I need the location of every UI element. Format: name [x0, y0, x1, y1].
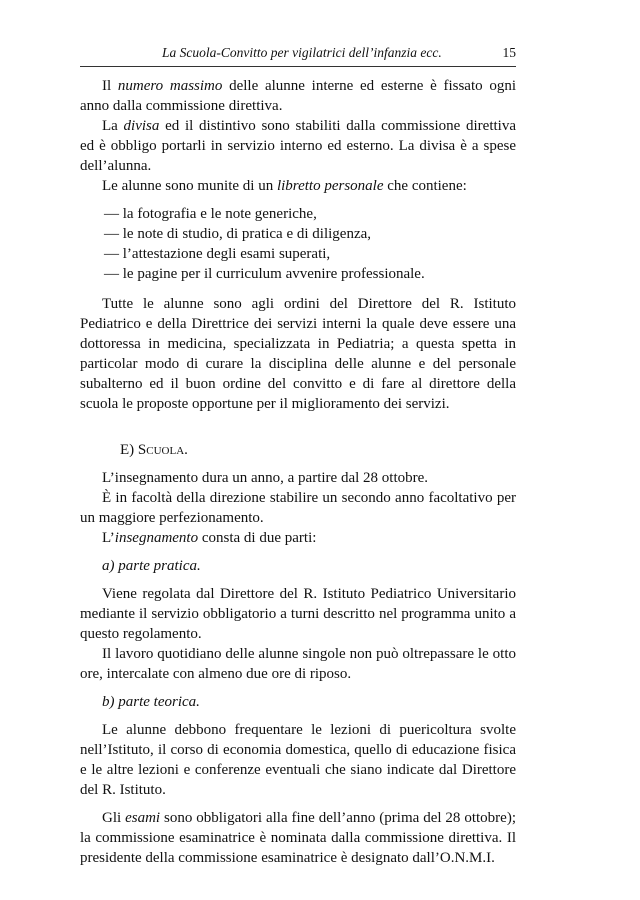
section-heading: E) Scuola.: [120, 442, 188, 458]
paragraph-direttore: Tutte le alunne sono agli ordini del Direttore del R. Istituto Pediatrico e della Direttrice dei servizi interni la quale deve essere una dottoressa in medicina, specializzata in Pediatria; a questa spetta in particolar modo di curare la disciplina delle alunne e del personale subalterno ed il buon ordine del convitto e di fare al direttore della scuola le proposte opportune per il miglioramento dei servizi.: [80, 296, 516, 412]
page-number: 15: [502, 45, 516, 60]
running-title: La Scuola-Convitto per vigilatrici dell’infanzia ecc.: [162, 45, 442, 60]
paragraph-lavoro: Il lavoro quotidiano delle alunne singole non può oltrepassare le otto ore, intercalate con almeno due ore di riposo.: [80, 646, 516, 682]
list-item: — la fotografia e le note generiche,: [104, 206, 317, 222]
list-item: — l’attestazione degli esami superati,: [104, 246, 331, 262]
subheading-parte-pratica: a) parte pratica.: [102, 558, 201, 574]
body-text: [80, 76, 516, 868]
subheading-parte-teorica: b) parte teorica.: [102, 694, 200, 710]
paragraph-libretto: Le alunne sono munite di un libretto personale che contiene:: [102, 178, 467, 194]
paragraph-secondo-anno: È in facoltà della direzione stabilire un secondo anno facoltativo per un maggiore perfezionamento.: [80, 490, 516, 526]
header-rule: [80, 66, 516, 67]
list-item: — le pagine per il curriculum avvenire professionale.: [104, 266, 425, 282]
list-item: — le note di studio, di pratica e di diligenza,: [104, 226, 372, 242]
paragraph-numero-massimo: Il numero massimo delle alunne interne ed esterne è fissato ogni anno dalla commissione direttiva.: [80, 78, 517, 114]
paragraph-pratica: Viene regolata dal Direttore del R. Istituto Pediatrico Universitario mediante il servizio obbligatorio a turni descritto nel programma unito a questo regolamento.: [80, 586, 516, 642]
paragraph-due-parti: L’insegnamento consta di due parti:: [102, 530, 317, 546]
paragraph-divisa: La divisa ed il distintivo sono stabiliti dalla commissione direttiva ed è obbligo portarli in servizio interno ed esterno. La divisa è a spese dell’alunna.: [80, 118, 516, 174]
paragraph-teorica: Le alunne debbono frequentare le lezioni di puericoltura svolte nell’Istituto, il corso di economia domestica, quello di educazione fisica e le altre lezioni e conferenze eventuali che siano indicate dal Direttore del R. Istituto.: [80, 722, 516, 798]
paragraph-esami: Gli esami sono obbligatori alla fine dell’anno (prima del 28 ottobre); la commissione esaminatrice è nominata dalla commissione direttiva. Il presidente della commissione esaminatrice è designato dall’O.N.M.I.: [80, 810, 516, 866]
paragraph-durata: L’insegnamento dura un anno, a partire dal 28 ottobre.: [102, 470, 429, 486]
